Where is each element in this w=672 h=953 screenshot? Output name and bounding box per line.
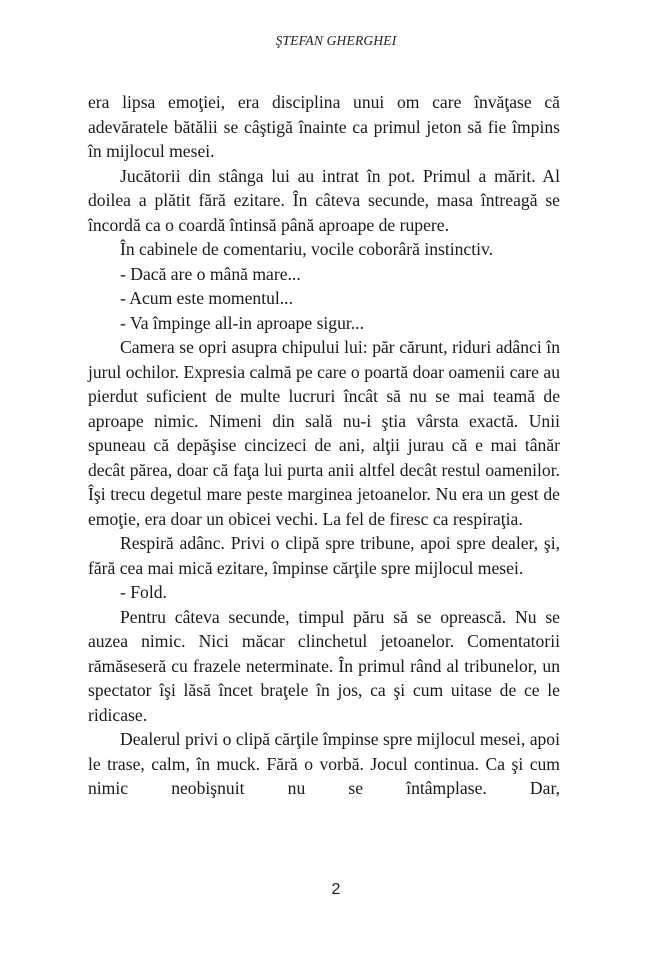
paragraph: Pentru câteva secunde, timpul păru să se oprească. Nu se auzea nimic. Nici măcar clinchetul jetoanelor. Comentatorii rămăseseră cu frazele neterminate. În primul rând al tribunelor, un spectator îşi lăsă încet braţele în jos, ca şi cum uitase de ce le ridicase. [88,606,560,725]
dialogue-line: - Fold. [120,582,167,602]
dialogue-line: - Va împinge all-in aproape sigur... [120,312,364,333]
running-header-author: ŞTEFAN GHERGHEI [275,33,397,48]
page-number: 2 [331,881,341,898]
paragraph: Camera se opri asupra chipului lui: păr cărunt, riduri adânci în jurul ochilor. Expresia calmă pe care o poartă doar oamenii care au pierdut suficient de multe lucruri încât să nu se mai teamă de aproape nimic. Nimeni din sală nu-i ştia vârsta exactă. Unii spuneau că depăşise cincizeci de ani, alţii jurau că e mai tânăr decât părea, doar că faţa lui purta anii altfel decât restul oamenilor. Îşi trecu degetul mare peste marginea jetoanelor. Nu era un gest de emoţie, era doar un obicei vechi. La fel de firesc ca respiraţia. [88,337,560,529]
paragraph: Respiră adânc. Privi o clipă spre tribune, apoi spre dealer, şi, fără cea mai mică ezitare, împinse cărţile spre mijlocul mesei. [88,533,560,578]
paragraph: În cabinele de comentariu, vocile coborâră instinctiv. [120,239,494,259]
body-text [88,90,560,801]
dialogue-line: - Dacă are o mână mare... [120,263,301,284]
dialogue-line: - Acum este momentul... [120,288,293,308]
paragraph: Jucătorii din stânga lui au intrat în pot. Primul a mărit. Al doilea a plătit fără ezitare. În câteva secunde, masa întreagă se încordă ca o coardă întinsă până aproape de rupere. [88,165,560,235]
paragraph: era lipsa emoţiei, era disciplina unui om care învăţase că adevăratele bătălii se câştigă înainte ca primul jeton să fie împins în mijlocul mesei. [88,92,560,161]
paragraph: Dealerul privi o clipă cărţile împinse spre mijlocul mesei, apoi le trase, calm, în muck. Fără o vorbă. Jocul continua. Ca şi cum nimic neobişnuit nu se întâmplase. Dar, [88,729,560,798]
